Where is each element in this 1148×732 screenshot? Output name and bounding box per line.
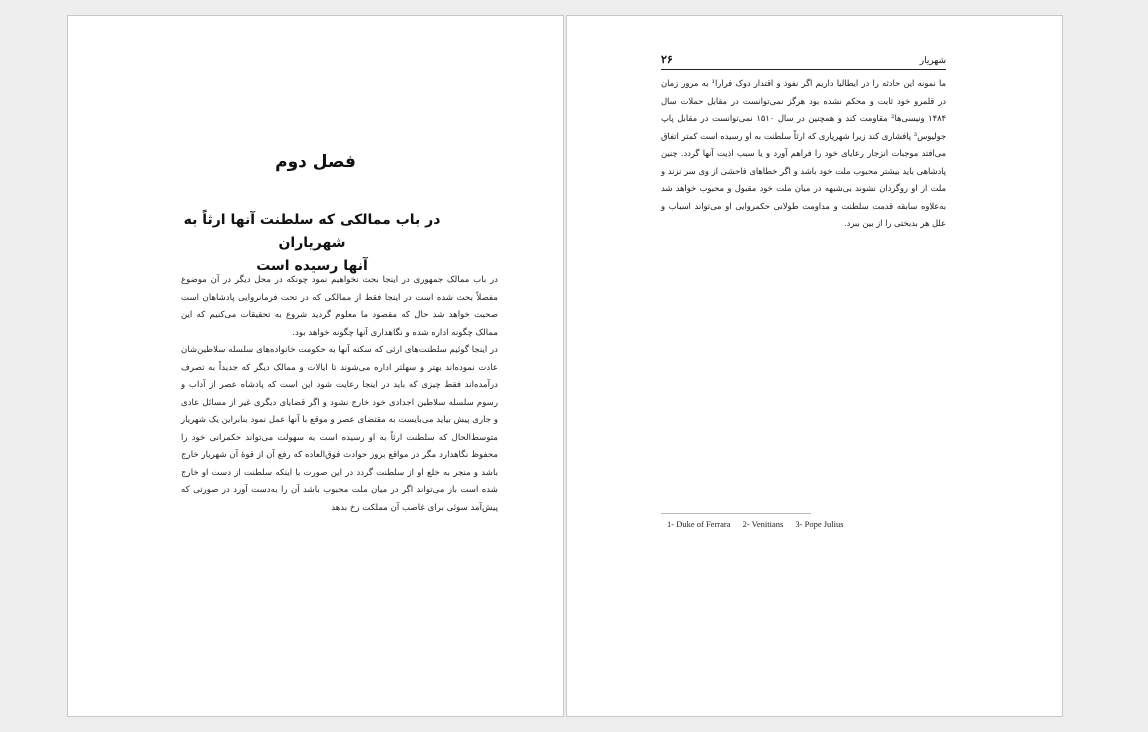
chapter-subtitle-line: آنها رسیده است [256,258,368,274]
footnote: 3- Pope Julius [795,519,844,529]
paragraph: ما نمونه این حادثه را در ایطالیا داریم اگر نفوذ و اقتدار دوک فرارا¹ به مرور زمان در قلمرو خود ثابت و محکم نشده بود هرگز نمی‌توانست در مقابل حملات سال ۱۴۸۴ ونیسی‌ها² مقاومت کند و همچنین در سال ۱۵۱۰ نمی‌توانست در مقابل پاپ جولیوس³ پافشاری کند زیرا شهریاری که ارثاً سلطنت به او رسیده است کمتر اتفاق می‌افتد موجبات انزجار رعایای خود را فراهم آورد و یا سبب اذیت آنها گردد. چنین پادشاهی باید بیشتر محبوب ملت خود باشد و اگر خطاهای فاحشی از وی سر نزند و ملت از او روگردان نشوند بی‌شبهه در میان ملت خود مقبول و محبوب خواهد شد به‌علاوه سابقه قدمت سلطنت و مداومت طولانی حکمروایی او می‌تواند اسباب و علل هر بدبختی را از بین ببرد. [661,78,946,228]
paragraph: در اینجا گوئیم سلطنت‌های ارثی که سکنه آنها به حکومت خانواده‌های سلسله سلاطین‌شان عادت نموده‌اند بهتر و سهلتر اداره می‌شوند تا ایالات و ممالک دیگر که جدیداً به تصرف درآمده‌اند فقط چیزی که باید در اینجا رعایت شود این است که پادشاه عصر از آداب و رسوم سلسله سلاطین اجدادی خود خارج نشود و اگر قضایای دیگری غیر از مسائل عادی و جاری پیش بیاید می‌بایست به مقتضای عصر و موقع با آنها عمل نمود بنابراین یک شهریار متوسط‌الحال که سلطنت ارثاً به او رسیده است به سهولت می‌تواند حکمرانی خود را محفوظ نگاهدارد مگر در مواقع بروز حوادث فوق‌العاده که رفع آن از قوهٔ آن شهریار خارج باشد و منجر به خلع او از سلطنت گردد در این صورت با اینکه سلطنت از دست او خارج شده است باز می‌تواند اگر در میان ملت محبوب باشد آن را به‌دست آورد در صورتی که پیش‌آمد سوئی برای غاصب آن مملکت رخ بدهد [181,345,498,513]
paragraph: در باب ممالک جمهوری در اینجا بحث نخواهیم نمود چونکه در محل دیگر در آن موضوع مفصلاً بحث شده است در اینجا فقط از ممالکی که در تحت فرمانروایی پادشاهان است صحبت خواهد شد حال که مقصود ما معلوم گردید شروع به تحقیقات می‌کنیم که این ممالک چگونه اداره شده و نگاهداری آنها چگونه خواهد بود. [181,275,498,338]
left-body-text [181,272,498,517]
running-header [661,53,946,70]
footnote: 2- Venitians [742,519,784,529]
left-page [67,15,564,717]
footnotes [667,519,947,529]
page-number: ۲۶ [661,53,673,66]
footnote-divider [661,513,811,514]
chapter-subtitle [178,209,446,278]
chapter-subtitle-line: در باب ممالکی که سلطنت آنها ارثاً به شهریاران [183,212,441,251]
chapter-title: فصل دوم [275,152,356,172]
right-page [566,15,1063,717]
running-title: شهریار [919,56,946,66]
footnote: 1- Duke of Ferrara [667,519,731,529]
right-body-text [661,75,946,233]
